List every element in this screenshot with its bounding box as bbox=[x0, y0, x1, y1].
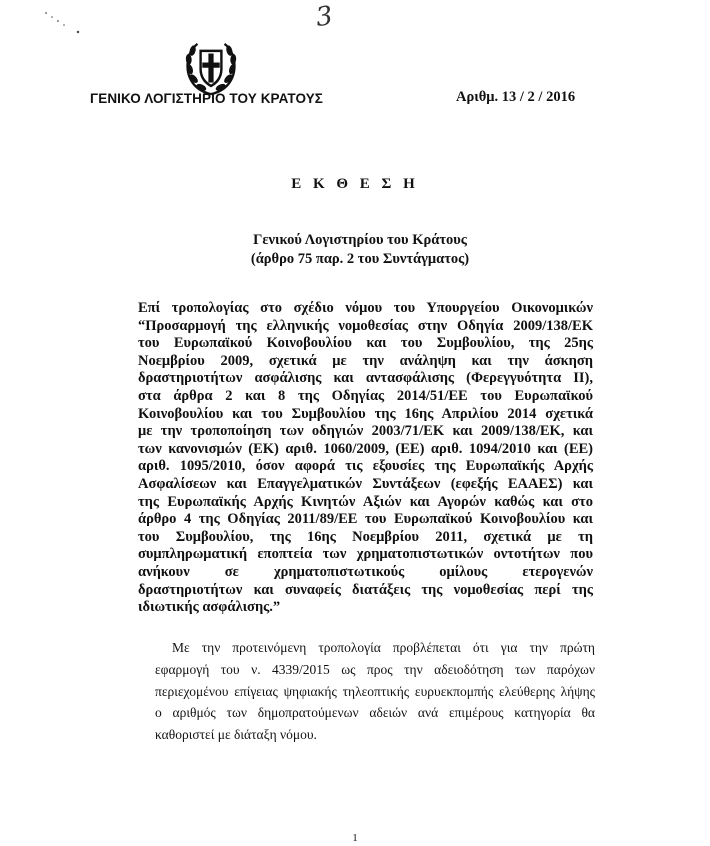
body-line: ο αριθμός των δημοπρατούμενων αδειών ανά επιμέρους κατηγορία θα bbox=[155, 705, 595, 721]
reference-number: Αριθμ. 13 / 2 / 2016 bbox=[456, 89, 576, 105]
greek-coat-of-arms-icon bbox=[182, 40, 240, 98]
body-line: εφαρμογή του ν. 4339/2015 ως προς την αδειοδότηση των παρόχων bbox=[155, 661, 595, 677]
subject-line: Ασφαλίσεων και Επαγγελματικών Συντάξεων (εφεξής ΕΑΑΕΣ) και bbox=[138, 475, 593, 492]
subject-line: δραστηριοτήτων και συναφείς διατάξεις της νομοθεσίας περί της bbox=[138, 581, 593, 598]
document-title: Ε Κ Θ Ε Σ Η bbox=[291, 176, 419, 192]
issuing-organization: ΓΕΝΙΚΟ ΛΟΓΙΣΤΗΡΙΟ ΤΟΥ ΚΡΑΤΟΥΣ bbox=[90, 91, 324, 106]
subject-line: συμπληρωματική εποπτεία των χρηματοπιστωτικών οντοτήτων που bbox=[138, 546, 593, 563]
body-paragraph bbox=[155, 637, 595, 746]
subject-line: του Συμβουλίου, της 16ης Νοεμβρίου 2011, σχετικά με τη bbox=[138, 528, 593, 545]
subject-line: άρθρο 4 της Οδηγίας 2011/89/ΕΕ του Ευρωπαϊκού Κοινοβουλίου και bbox=[138, 511, 593, 528]
page-number: 1 bbox=[352, 832, 358, 844]
body-line: καθοριστεί με διάταξη νόμου. bbox=[155, 727, 317, 743]
subject-line: του Ευρωπαϊκού Κοινοβουλίου και του Συμβουλίου, της 25ης bbox=[138, 335, 593, 352]
subtitle-line-2: (άρθρο 75 παρ. 2 του Συντάγματος) bbox=[250, 251, 470, 267]
subject-line: στα άρθρα 2 και 8 της Οδηγίας 2014/51/ΕΕ του Ευρωπαϊκού bbox=[138, 387, 593, 404]
body-line: περιεχομένου επίγειας ψηφιακής τηλεοπτικής ευρυεκπομπής ελεύθερης λήψης bbox=[155, 683, 595, 699]
subject-line: ανήκουν σε χρηματοπιστωτικούς ομίλους ετερογενών bbox=[138, 563, 593, 580]
body-line: Με την προτεινόμενη τροπολογία προβλέπεται ότι για την πρώτη bbox=[172, 640, 595, 655]
subject-line: των κανονισμών (ΕΚ) αριθ. 1060/2009, (ΕΕ) αριθ. 1094/2010 και (ΕΕ) bbox=[138, 440, 593, 457]
scan-specks bbox=[40, 6, 90, 46]
subject-line: με την τροποποίηση των οδηγιών 2003/71/ΕΚ και 2009/138/ΕΚ, και bbox=[138, 423, 593, 440]
subtitle-line-1: Γενικού Λογιστηρίου του Κράτους bbox=[253, 232, 467, 248]
subject-paragraph bbox=[138, 300, 593, 617]
subject-line: “Προσαρμογή της ελληνικής νομοθεσίας στην Οδηγία 2009/138/ΕΚ bbox=[138, 317, 593, 334]
subject-line: της Ευρωπαϊκής Αρχής Κινητών Αξιών και Αγορών καθώς και στο bbox=[138, 493, 593, 510]
handwritten-page-mark: 3 bbox=[313, 0, 335, 34]
subject-line: Επί τροπολογίας στο σχέδιο νόμου του Υπουργείου Οικονομικών bbox=[138, 300, 593, 316]
subject-line: δραστηριοτήτων ασφάλισης και αντασφάλισης (Φερεγγυότητα ΙΙ), bbox=[138, 370, 593, 387]
subject-line: Κοινοβουλίου και του Συμβουλίου της 16ης Απριλίου 2014 σχετικά bbox=[138, 405, 593, 422]
subject-line: Νοεμβρίου 2009, σχετικά με την ανάληψη και την άσκηση bbox=[138, 352, 593, 369]
subject-line: αριθ. 1095/2010, όσον αφορά τις εξουσίες της Ευρωπαϊκής Αρχής bbox=[138, 458, 593, 475]
subject-line: ιδιωτικής ασφάλισης.” bbox=[138, 599, 281, 616]
